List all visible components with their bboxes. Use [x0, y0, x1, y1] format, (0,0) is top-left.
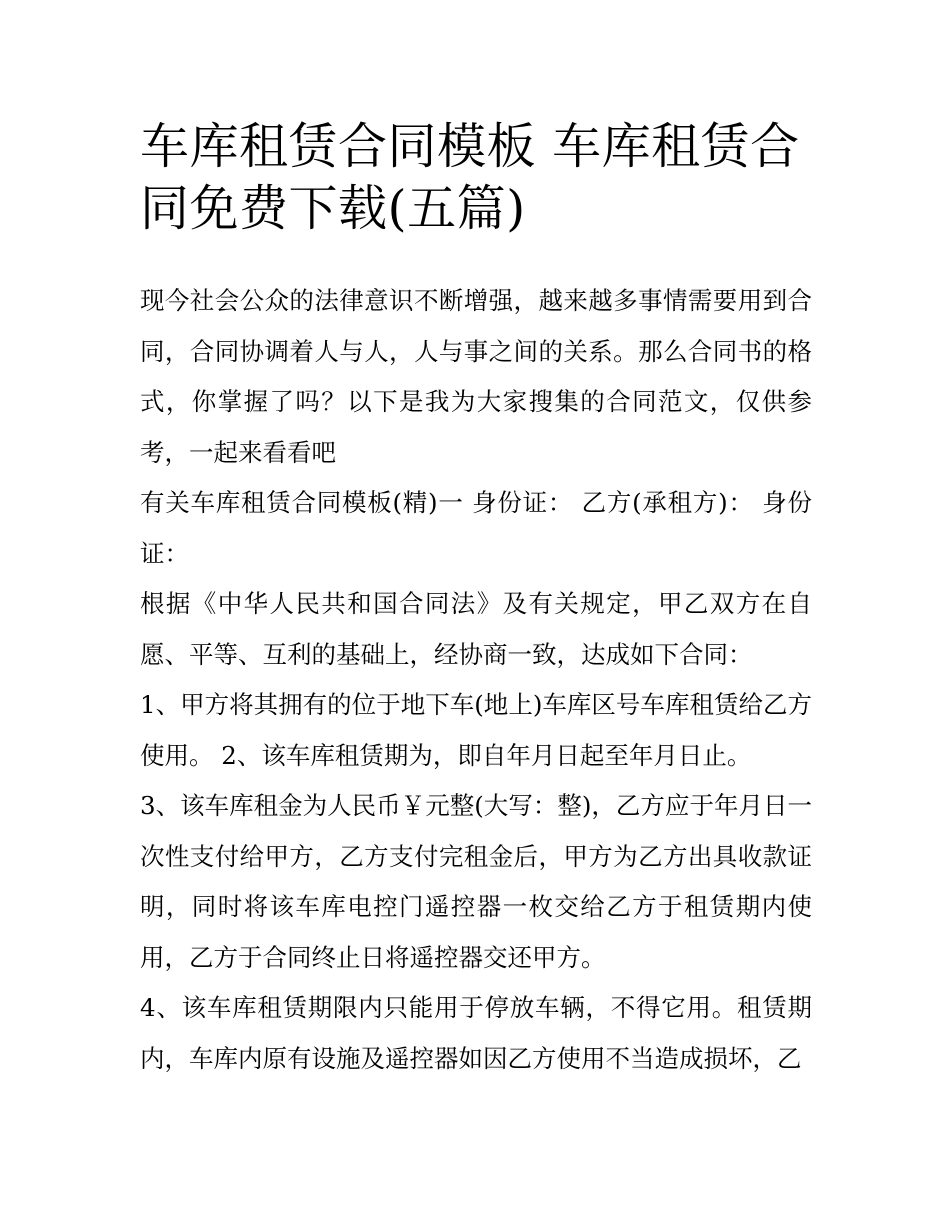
paragraph-clause-3: 3、该车库租金为人民币￥元整(大写：整)，乙方应于年月日一次性支付给甲方，乙方支付完租金后，甲方为乙方出具收款证明，同时将该车库电控门遥控器一枚交给乙方于租赁期内使用，乙方于合同终止日将遥控器交还甲方。 [140, 791, 812, 972]
paragraph-basis: 根据《中华人民共和国合同法》及有关规定，甲乙双方在自愿、平等、互利的基础上，经协商一致，达成如下合同： [140, 589, 812, 669]
paragraph-parties: 有关车库租赁合同模板(精)一 身份证： 乙方(承租方)： 身份证： [140, 488, 812, 568]
paragraph-intro: 现今社会公众的法律意识不断增强，越来越多事情需要用到合同，合同协调着人与人，人与事之间的关系。那么合同书的格式，你掌握了吗？以下是我为大家搜集的合同范文，仅供参考，一起来看看吧 [140, 286, 812, 467]
document-body [140, 276, 812, 1084]
document-title: 车库租赁合同模板 车库租赁合同免费下载(五篇) [140, 118, 800, 237]
paragraph-clause-4: 4、该车库租赁期限内只能用于停放车辆，不得它用。租赁期内，车库内原有设施及遥控器如因乙方使用不当造成损坏，乙 [140, 993, 812, 1073]
paragraph-clause-1-2: 1、甲方将其拥有的位于地下车(地上)车库区号车库租赁给乙方使用。 2、该车库租赁期为，即自年月日起至年月日止。 [140, 690, 812, 770]
